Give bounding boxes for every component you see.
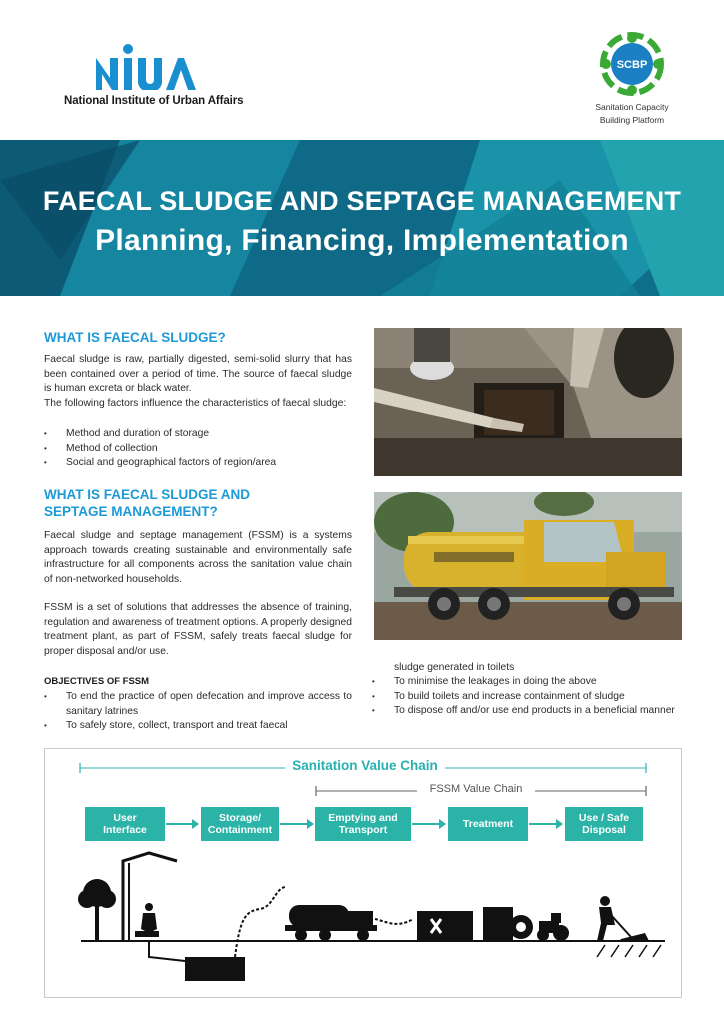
stage-label-line2: Transport <box>338 824 388 836</box>
chain-arrow <box>166 823 198 825</box>
fssm-value-chain-label: FSSM Value Chain <box>417 783 535 795</box>
faecal-sludge-definition: Faecal sludge is raw, partially digested, semi-solid slurry that has been contained over a period of time. The source of faecal sludge is human excreta or black water. <box>44 354 352 394</box>
section-heading-fssm <box>44 486 250 520</box>
section-heading-fssm-line1: WHAT IS FAECAL SLUDGE AND <box>44 487 251 502</box>
list-item: • To build toilets and increase containment of sludge <box>372 690 684 705</box>
stage-label-line1: Treatment <box>462 818 514 830</box>
niua-name: National Institute of Urban Affairs <box>64 95 244 107</box>
faecal-sludge-factors-intro: The following factors influence the characteristics of faecal sludge: <box>44 398 347 409</box>
stage-label-line1: User <box>113 812 137 824</box>
toilet-house-icon <box>123 853 177 941</box>
objectives-heading: OBJECTIVES OF FSSM <box>44 676 150 687</box>
stage-label-line1: Use / Safe <box>578 812 630 824</box>
fssm-solutions: FSSM is a set of solutions that addresses the absence of training, regulation and awareness of treatment options. A properly designed treatment plant, as part of FSSM, safely treats faecal sludge for proper disposal and/or use. <box>44 602 352 657</box>
stage-label-line1: Emptying and <box>328 812 398 824</box>
objectives-continuation: sludge generated in toilets <box>394 662 515 673</box>
chain-arrow <box>412 823 445 825</box>
scbp-caption-line2: Building Platform <box>599 115 665 125</box>
banner-subtitle: Planning, Financing, Implementation <box>95 224 629 257</box>
treatment-plant-icon <box>417 907 533 941</box>
tanker-truck-icon <box>285 905 377 941</box>
scbp-caption <box>584 101 680 127</box>
banner-title: FAECAL SLUDGE AND SEPTAGE MANAGEMENT <box>42 186 682 216</box>
tractor-icon <box>537 913 569 941</box>
title-banner <box>0 140 724 296</box>
list-item: • To safely store, collect, transport and treat faecal <box>44 719 352 734</box>
stage-treatment <box>448 807 528 841</box>
sanitation-value-chain-diagram <box>44 748 682 998</box>
section-heading-faecal-sludge: WHAT IS FAECAL SLUDGE? <box>44 330 226 345</box>
fssm-definition: Faecal sludge and septage management (FSSM) is a systems approach towards creating sustainable and environmentally safe infrastructure for all components across the sanitation value chain of non-networked households. <box>44 530 352 585</box>
niua-logo <box>96 44 196 90</box>
sanitation-value-chain-label: Sanitation Value Chain <box>285 758 445 773</box>
stage-label-line2: Containment <box>207 824 273 836</box>
stage-user-interface <box>85 807 165 841</box>
objectives-list-right <box>372 675 684 719</box>
factors-list <box>44 427 352 471</box>
list-item: • Method of collection <box>44 442 352 457</box>
list-item: • To minimise the leakages in doing the above <box>372 675 684 690</box>
scbp-caption-line1: Sanitation Capacity <box>595 102 669 112</box>
sludge-pit-photo <box>374 328 682 476</box>
stage-label-line2: Disposal <box>582 824 626 836</box>
list-item: • To dispose off and/or use end products in a beneficial manner <box>372 704 684 719</box>
stage-emptying-transport <box>315 807 411 841</box>
list-item: • Social and geographical factors of region/area <box>44 456 352 471</box>
tanker-truck-photo <box>374 492 682 640</box>
banner-background <box>0 140 724 296</box>
header <box>0 0 724 140</box>
list-item: • To end the practice of open defecation and improve access to sanitary latrines <box>44 690 352 719</box>
stage-label-line1: Storage/ <box>218 812 261 824</box>
objectives-list-left <box>44 690 352 734</box>
tree-icon <box>78 879 116 941</box>
section-heading-fssm-line2: SEPTAGE MANAGEMENT? <box>44 504 218 519</box>
stage-use-safe-disposal <box>565 807 643 841</box>
chain-arrow <box>280 823 313 825</box>
chain-arrow <box>529 823 562 825</box>
farmer-icon <box>597 896 649 941</box>
value-chain-illustration <box>45 849 681 997</box>
scbp-logo-text: SCBP <box>616 59 648 71</box>
list-item: • Method and duration of storage <box>44 427 352 442</box>
stage-storage-containment <box>201 807 279 841</box>
stage-label-line2: Interface <box>103 824 147 836</box>
scbp-logo <box>600 32 664 96</box>
